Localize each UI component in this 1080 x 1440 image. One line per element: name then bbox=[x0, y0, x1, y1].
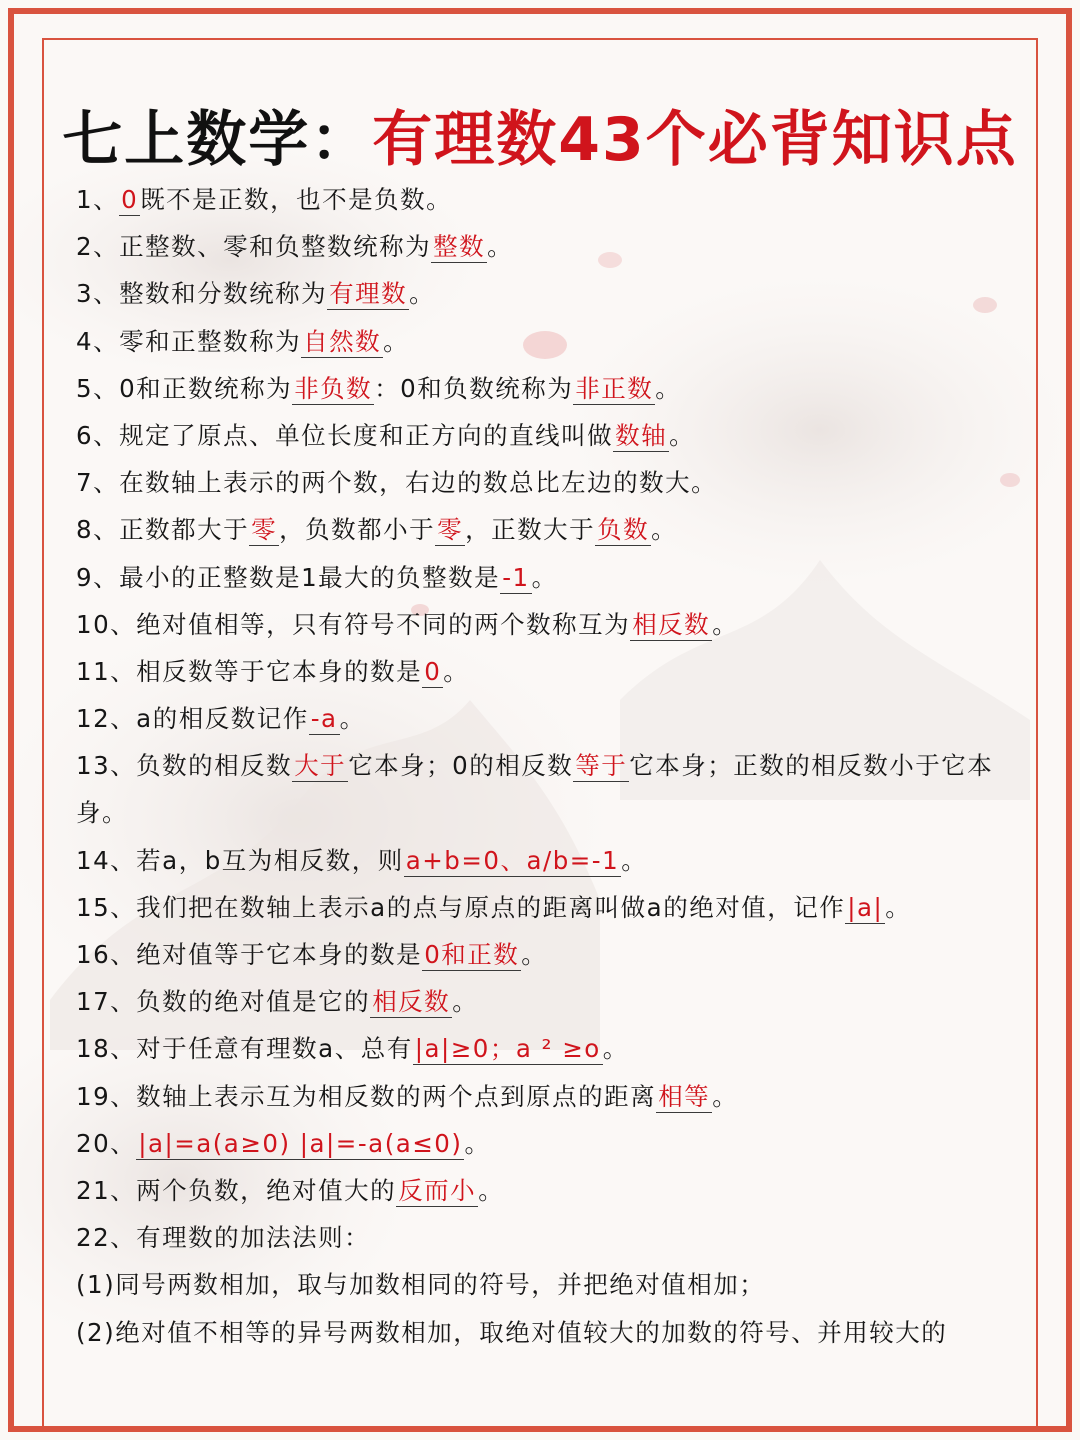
item-text: 18、对于任意有理数a、总有 bbox=[76, 1034, 413, 1064]
item-text: 。 bbox=[409, 279, 436, 309]
list-item bbox=[76, 412, 1016, 459]
list-item bbox=[76, 978, 1016, 1025]
item-text: 。 bbox=[712, 1081, 739, 1111]
answer-highlight: -a bbox=[310, 704, 338, 734]
list-item bbox=[76, 648, 1016, 695]
answer-highlight: 非负数 bbox=[294, 373, 373, 403]
item-text: 。 bbox=[452, 987, 479, 1017]
item-text: 。 bbox=[712, 609, 739, 639]
item-text: 5、0和正数统称为 bbox=[76, 373, 293, 403]
answer-highlight: 0 bbox=[424, 656, 442, 686]
item-text: 20、 bbox=[76, 1128, 137, 1158]
list-item bbox=[76, 270, 1016, 317]
item-text: 12、a的相反数记作 bbox=[76, 704, 309, 734]
answer-highlight: 数轴 bbox=[615, 420, 668, 450]
item-text: 14、若a，b互为相反数，则 bbox=[76, 845, 404, 875]
item-text: 1、 bbox=[76, 185, 120, 214]
list-item bbox=[76, 1309, 1016, 1356]
list-item bbox=[76, 1073, 1016, 1120]
item-text: 它本身；正数的相反数小于它本身。 bbox=[76, 751, 994, 828]
answer-highlight: 等于 bbox=[575, 751, 628, 781]
item-text: 它本身；0的相反数 bbox=[348, 751, 574, 781]
list-item bbox=[76, 1025, 1016, 1072]
item-text: 21、两个负数，绝对值大的 bbox=[76, 1175, 397, 1205]
list-item bbox=[76, 554, 1016, 601]
answer-highlight: 相反数 bbox=[372, 987, 451, 1017]
item-text: 。 bbox=[885, 892, 912, 922]
list-item bbox=[76, 931, 1016, 978]
list-item bbox=[76, 176, 1016, 223]
list-item bbox=[76, 365, 1016, 412]
item-text: 10、绝对值相等，只有符号不同的两个数称互为 bbox=[76, 609, 631, 639]
answer-highlight: 整数 bbox=[433, 232, 486, 262]
answer-highlight: 零 bbox=[251, 515, 278, 545]
list-item bbox=[76, 837, 1016, 884]
item-text: 3、整数和分数统称为 bbox=[76, 279, 328, 309]
answer-highlight: 零 bbox=[437, 515, 464, 545]
answer-highlight: |a|≥0；a ² ≥o bbox=[414, 1034, 601, 1064]
answer-highlight: 0 bbox=[121, 185, 139, 214]
item-text: 。 bbox=[383, 326, 410, 356]
item-text: (2)绝对值不相等的异号两数相加，取绝对值较大的加数的符号、并用较大的 bbox=[76, 1317, 948, 1347]
item-text: 8、正数都大于 bbox=[76, 515, 250, 545]
item-text: 15、我们把在数轴上表示a的点与原点的距离叫做a的绝对值，记作 bbox=[76, 892, 846, 922]
item-text: 4、零和正整数称为 bbox=[76, 326, 302, 356]
answer-highlight: 相等 bbox=[658, 1081, 711, 1111]
answer-highlight: 0和正数 bbox=[424, 940, 520, 970]
item-text: 。 bbox=[339, 704, 366, 734]
item-text: ，正数大于 bbox=[465, 515, 596, 545]
item-text: 。 bbox=[669, 420, 696, 450]
list-item bbox=[76, 223, 1016, 270]
item-text: ：0和负数统称为 bbox=[374, 373, 574, 403]
list-item bbox=[76, 1261, 1016, 1308]
answer-highlight: 反而小 bbox=[398, 1175, 477, 1205]
list-item bbox=[76, 695, 1016, 742]
item-text: 6、规定了原点、单位长度和正方向的直线叫做 bbox=[76, 420, 614, 450]
item-text: 。 bbox=[602, 1034, 629, 1064]
knowledge-list bbox=[76, 176, 1016, 1356]
list-item bbox=[76, 459, 1016, 506]
answer-highlight: |a| bbox=[847, 892, 884, 922]
list-item bbox=[76, 506, 1016, 553]
answer-highlight: -1 bbox=[502, 562, 530, 592]
item-text: 。 bbox=[478, 1175, 505, 1205]
answer-highlight: 大于 bbox=[294, 751, 347, 781]
item-text: 9、最小的正整数是1最大的负整数是 bbox=[76, 562, 501, 592]
title-highlight: 有理数43个必背知识点 bbox=[372, 105, 1018, 175]
list-item bbox=[76, 601, 1016, 648]
answer-highlight: 自然数 bbox=[303, 326, 382, 356]
list-item bbox=[76, 742, 1016, 836]
item-text: 2、正整数、零和负整数统称为 bbox=[76, 232, 432, 262]
item-text: 22、有理数的加法法则： bbox=[76, 1223, 371, 1253]
answer-highlight: 非正数 bbox=[575, 373, 654, 403]
item-text: 7、在数轴上表示的两个数，右边的数总比左边的数大。 bbox=[76, 468, 718, 498]
item-text: 。 bbox=[443, 656, 470, 686]
item-text: 19、数轴上表示互为相反数的两个点到原点的距离 bbox=[76, 1081, 657, 1111]
answer-highlight: a+b=0、a/b=-1 bbox=[405, 845, 620, 875]
list-item bbox=[76, 884, 1016, 931]
item-text: 17、负数的绝对值是它的 bbox=[76, 987, 371, 1017]
answer-highlight: |a|=a(a≥0) |a|=-a(a≤0) bbox=[138, 1128, 463, 1158]
list-item bbox=[76, 1167, 1016, 1214]
item-text: 。 bbox=[651, 515, 678, 545]
list-item bbox=[76, 1214, 1016, 1261]
answer-highlight: 有理数 bbox=[329, 279, 408, 309]
page-title bbox=[0, 92, 1080, 178]
answer-highlight: 相反数 bbox=[632, 609, 711, 639]
title-prefix: 七上数学： bbox=[62, 105, 373, 175]
item-text: 。 bbox=[531, 562, 558, 592]
item-text: 。 bbox=[655, 373, 682, 403]
item-text: 11、相反数等于它本身的数是 bbox=[76, 656, 423, 686]
item-text: 。 bbox=[621, 845, 648, 875]
item-text: 16、绝对值等于它本身的数是 bbox=[76, 940, 423, 970]
item-text: (1)同号两数相加，取与加数相同的符号，并把绝对值相加； bbox=[76, 1270, 766, 1300]
item-text: 。 bbox=[464, 1128, 491, 1158]
item-text: 。 bbox=[487, 232, 514, 262]
item-text: 13、负数的相反数 bbox=[76, 751, 293, 781]
item-text: ，负数都小于 bbox=[279, 515, 436, 545]
item-text: 既不是正数，也不是负数。 bbox=[140, 185, 453, 214]
item-text: 。 bbox=[521, 940, 548, 970]
list-item bbox=[76, 318, 1016, 365]
list-item bbox=[76, 1120, 1016, 1167]
answer-highlight: 负数 bbox=[597, 515, 650, 545]
